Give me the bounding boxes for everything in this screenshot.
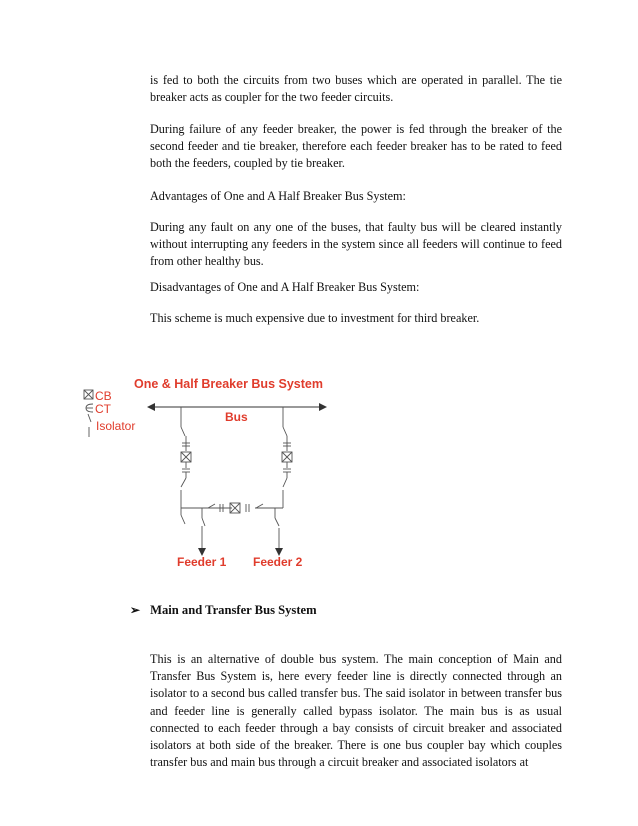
paragraph-advantages: During any fault on any one of the buses, that faulty bus will be cleared instantly without interrupting any feeders in the system since all feeders will continue to feed from other healthy bus. [150, 220, 562, 269]
feeder1-label: Feeder 1 [177, 555, 227, 569]
paragraph-disadvantages-heading: Disadvantages of One and A Half Breaker Bus System: [150, 280, 420, 294]
section-heading-text: Main and Transfer Bus System [150, 603, 317, 617]
paragraph-main-transfer: This is an alternative of double bus system. The main conception of Main and Transfer Bus System is, here every feeder line is directly connected through an isolator to a second bus called transfer bus. The said isolator in between transfer bus and feeder line is generally called bypass isolator. The main bus is as usual connected to each feeder through a bay consists of circuit breaker and associated isolators at both side of the breaker. There is one bus coupler bay which couples transfer bus and main bus through a circuit breaker and associated isolators at [150, 652, 562, 770]
left-feeder-branch [181, 407, 202, 548]
section-heading-main-transfer [130, 603, 317, 618]
paragraph-disadvantages: This scheme is much expensive due to investment for third breaker. [150, 311, 480, 325]
right-feeder-branch [255, 407, 292, 548]
legend-ct-icon [86, 404, 93, 412]
legend-isolator-label: Isolator [96, 419, 136, 433]
bus-label: Bus [225, 410, 248, 424]
paragraph-feeder-failure: During failure of any feeder breaker, the power is fed through the breaker of the second feeder and tie breaker, therefore each feeder breaker has to be rated to feed both the feeders, coupled by tie breaker. [150, 122, 562, 171]
diagram-title: One & Half Breaker Bus System [134, 377, 323, 391]
legend-cb-label: CB [95, 389, 112, 403]
paragraph-tie-breaker: is fed to both the circuits from two buses which are operated in parallel. The tie breaker acts as coupler for the two feeder circuits. [150, 73, 562, 105]
feeder2-label: Feeder 2 [253, 555, 303, 569]
legend-isolator-icon [88, 414, 91, 437]
legend-ct-label: CT [95, 402, 111, 416]
legend-cb-icon [84, 390, 93, 399]
paragraph-advantages-heading: Advantages of One and A Half Breaker Bus System: [150, 189, 406, 203]
bullet-arrow-icon: ➢ [130, 603, 141, 617]
feeder1-connector [181, 508, 232, 526]
